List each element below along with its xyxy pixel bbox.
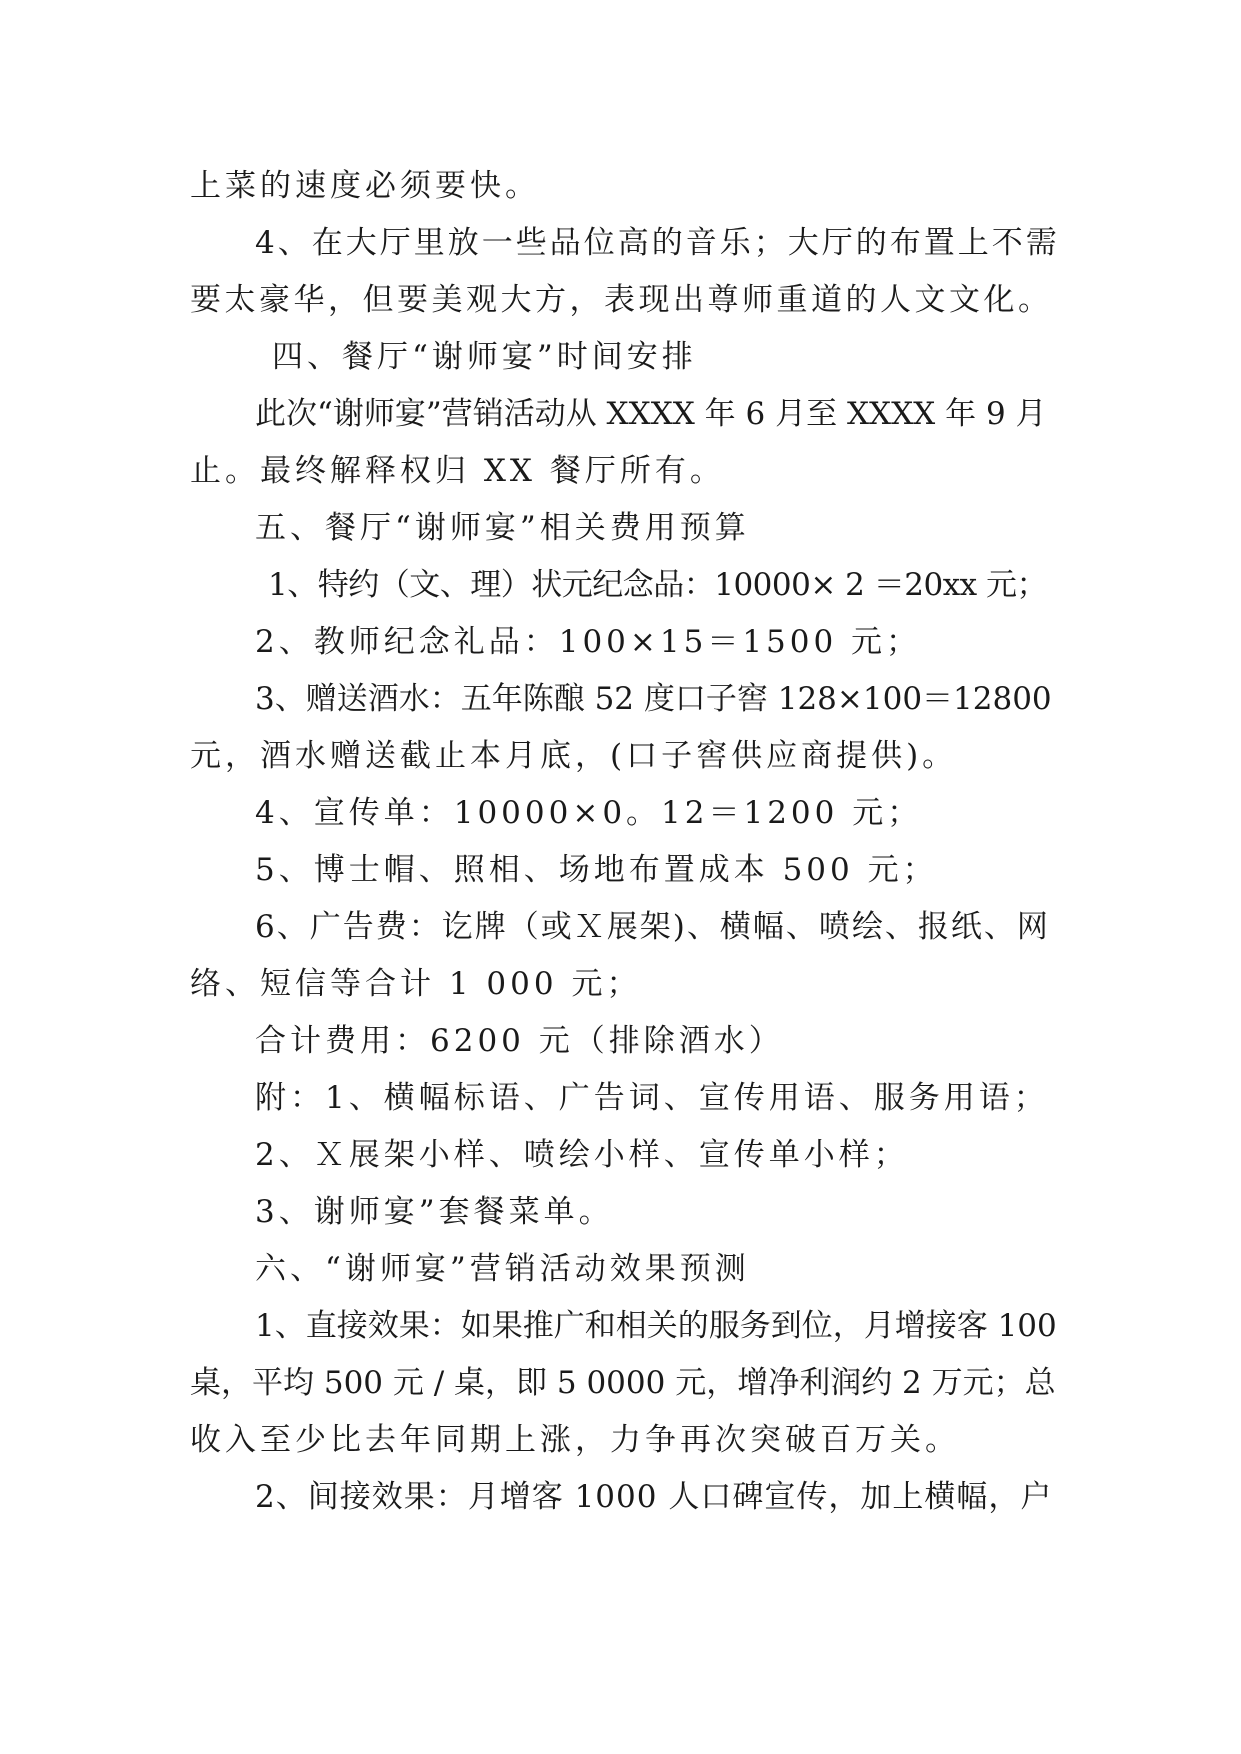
paragraph-line: 元，酒水赠送截止本月底，(口子窖供应商提供)。 <box>190 738 958 774</box>
paragraph-line: 络、短信等合计 1 000 元； <box>190 966 642 1002</box>
paragraph-line: 4、在大厅里放一些品位高的音乐；大厅的布置上不需 <box>255 225 1060 261</box>
list-item: 3、赠送酒水：五年陈酿 52 度口子窖 128×100＝12800 <box>255 681 1052 717</box>
paragraph-line: 桌，平均 500 元 / 桌，即 5 0000 元，增净利润约 2 万元；总 <box>190 1365 1056 1401</box>
paragraph-line: 此次“谢师宴”营销活动从 XXXX 年 6 月至 XXXX 年 9 月 <box>255 396 1047 432</box>
list-item: 5、博士帽、照相、场地布置成本 500 元； <box>255 852 938 888</box>
total-line: 合计费用：6200 元（排除酒水） <box>255 1023 784 1059</box>
paragraph-line: 上菜的速度必须要快。 <box>190 168 540 204</box>
appendix-line: 附：1、横幅标语、广告词、宣传用语、服务用语； <box>255 1080 1049 1116</box>
list-item: 6、广告费：讫牌（或Ｘ展架)、横幅、喷绘、报纸、网 <box>255 909 1050 945</box>
list-item: 1、特约（文、理）状元纪念品：10000× 2 ＝20xx 元； <box>268 567 1048 603</box>
list-item: 4、宣传单：10000×0。12＝1200 元； <box>255 795 923 831</box>
appendix-line: 3、谢师宴”套餐菜单。 <box>255 1194 614 1230</box>
section-heading: 五、餐厅“谢师宴”相关费用预算 <box>255 510 750 546</box>
section-heading: 四、餐厅“谢师宴”时间安排 <box>272 339 697 375</box>
list-item: 2、间接效果：月增客 1000 人口碑宣传，加上横幅，户 <box>255 1479 1053 1515</box>
list-item: 2、教师纪念礼品：100×15＝1500 元； <box>255 624 922 660</box>
section-heading: 六、“谢师宴”营销活动效果预测 <box>255 1251 750 1287</box>
paragraph-line: 收入至少比去年同期上涨，力争再次突破百万关。 <box>190 1422 960 1458</box>
appendix-line: 2、Ｘ展架小样、喷绘小样、宣传单小样； <box>255 1137 909 1173</box>
paragraph-line: 要太豪华，但要美观大方，表现出尊师重道的人文文化。 <box>190 282 1053 318</box>
paragraph-line: 止。最终解释权归 XX 餐厅所有。 <box>190 453 725 489</box>
list-item: 1、直接效果：如果推广和相关的服务到位，月增接客 100 <box>255 1308 1057 1344</box>
